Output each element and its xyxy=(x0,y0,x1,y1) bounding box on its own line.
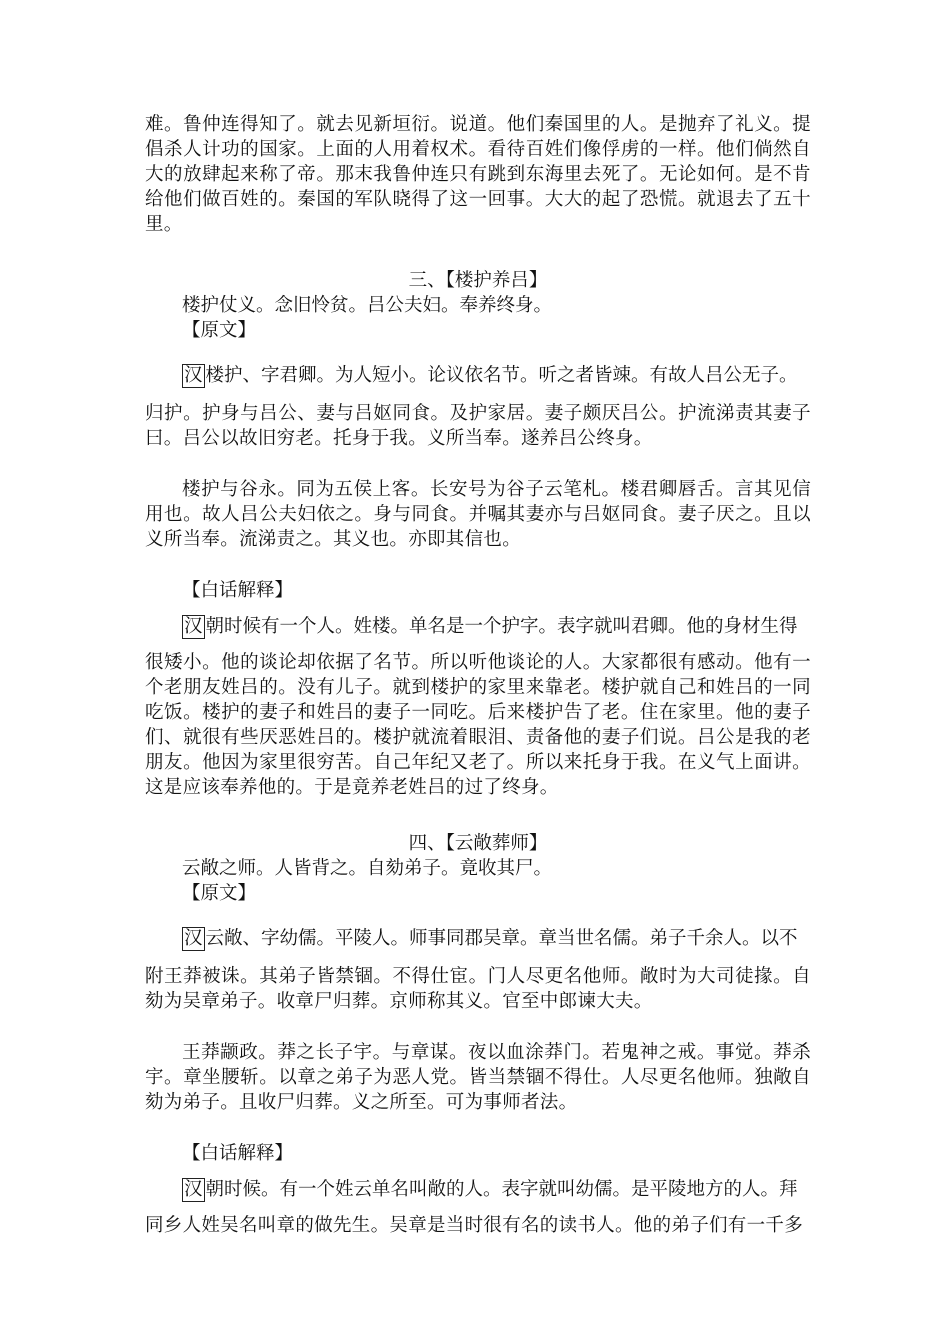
vernacular-label-3: 【白话解释】 xyxy=(182,580,294,601)
section-summary-3: 楼护仗义。念旧怜贫。吕公夫妇。奉养终身。 xyxy=(182,295,553,316)
section-heading-4: 四、【云敞葬师】 xyxy=(408,833,548,854)
document-page xyxy=(145,112,811,1238)
section-heading-3: 三、【楼护养吕】 xyxy=(408,270,548,291)
original-first-text-3: 楼护、字君卿。为人短小。论议依名节。听之者皆竦。有故人吕公无子。 xyxy=(205,365,798,386)
dynasty-box: 汉 xyxy=(184,616,203,637)
original-rest-4: 附王莽被诛。其弟子皆禁锢。不得仕宦。门人尽更名他师。敞时为大司徒掾。自劾为吴章弟子。收章尸归葬。京师称其义。官至中郎谏大夫。 xyxy=(145,966,811,1012)
vernacular-rest-4: 同乡人姓吴名叫章的做先生。吴章是当时很有名的读书人。他的弟子们有一千多 xyxy=(145,1215,804,1236)
original-label-3: 【原文】 xyxy=(182,320,257,341)
commentary-3: 楼护与谷永。同为五侯上客。长安号为谷子云笔札。楼君卿唇舌。言其见信用也。故人吕公夫妇依之。身与同食。并嘱其妻亦与吕妪同食。妻子厌之。且以义所当奉。流涕责之。其义也。亦即其信也。 xyxy=(145,479,811,550)
original-first-text-4: 云敞、字幼儒。平陵人。师事同郡吴章。章当世名儒。弟子千余人。以不 xyxy=(205,928,798,949)
vernacular-rest-3: 很矮小。他的谈论却依据了名节。所以听他谈论的人。大家都很有感动。他有一个老朋友姓吕的。没有儿子。就到楼护的家里来靠老。楼护就自己和姓吕的一同吃饭。楼护的妻子和姓吕的妻子一同吃。后来楼护告了老。住在家里。他的妻子们、就很有些厌恶姓吕的。楼护就流着眼泪、责备他的妻子们说。吕公是我的老朋友。他因为家里很穷苦。自己年纪又老了。所以来托身于我。在义气上面讲。这是应该奉养他的。于是竟养老姓吕的过了终身。 xyxy=(145,652,811,798)
section-summary-4: 云敞之师。人皆背之。自劾弟子。竟收其尸。 xyxy=(182,858,553,879)
dynasty-box: 汉 xyxy=(184,1179,203,1200)
original-label-4: 【原文】 xyxy=(182,883,257,904)
original-rest-3: 归护。护身与吕公、妻与吕妪同食。及护家居。妻子颇厌吕公。护流涕责其妻子曰。吕公以故旧穷老。托身于我。义所当奉。遂养吕公终身。 xyxy=(145,403,811,449)
vernacular-first-line-3 xyxy=(145,614,811,639)
vernacular-first-text-3: 朝时候有一个人。姓楼。单名是一个护字。表字就叫君卿。他的身材生得 xyxy=(205,616,798,637)
vernacular-first-line-4 xyxy=(145,1177,811,1202)
top-paragraph: 难。鲁仲连得知了。就去见新垣衍。说道。他们秦国里的人。是抛弃了礼义。提倡杀人计功的国家。上面的人用着权术。看待百姓们像俘虏的一样。他们倘然自大的放肆起来称了帝。那末我鲁仲连只有跳到东海里去死了。无论如何。是不肯给他们做百姓的。秦国的军队晓得了这一回事。大大的起了恐慌。就退去了五十里。 xyxy=(145,114,811,235)
commentary-4: 王莽颛政。莽之长子宇。与章谋。夜以血涂莽门。若鬼神之戒。事觉。莽杀宇。章坐腰斩。以章之弟子为恶人党。皆当禁锢不得仕。人尽更名他师。独敞自劾为弟子。且收尸归葬。义之所至。可为事师者法。 xyxy=(145,1042,811,1113)
vernacular-first-text-4: 朝时候。有一个姓云单名叫敞的人。表字就叫幼儒。是平陵地方的人。拜 xyxy=(205,1179,798,1200)
vernacular-label-4: 【白话解释】 xyxy=(182,1143,294,1164)
dynasty-box: 汉 xyxy=(184,928,203,949)
original-first-line-4 xyxy=(145,926,811,951)
original-first-line-3 xyxy=(145,363,811,388)
dynasty-box: 汉 xyxy=(184,365,203,386)
